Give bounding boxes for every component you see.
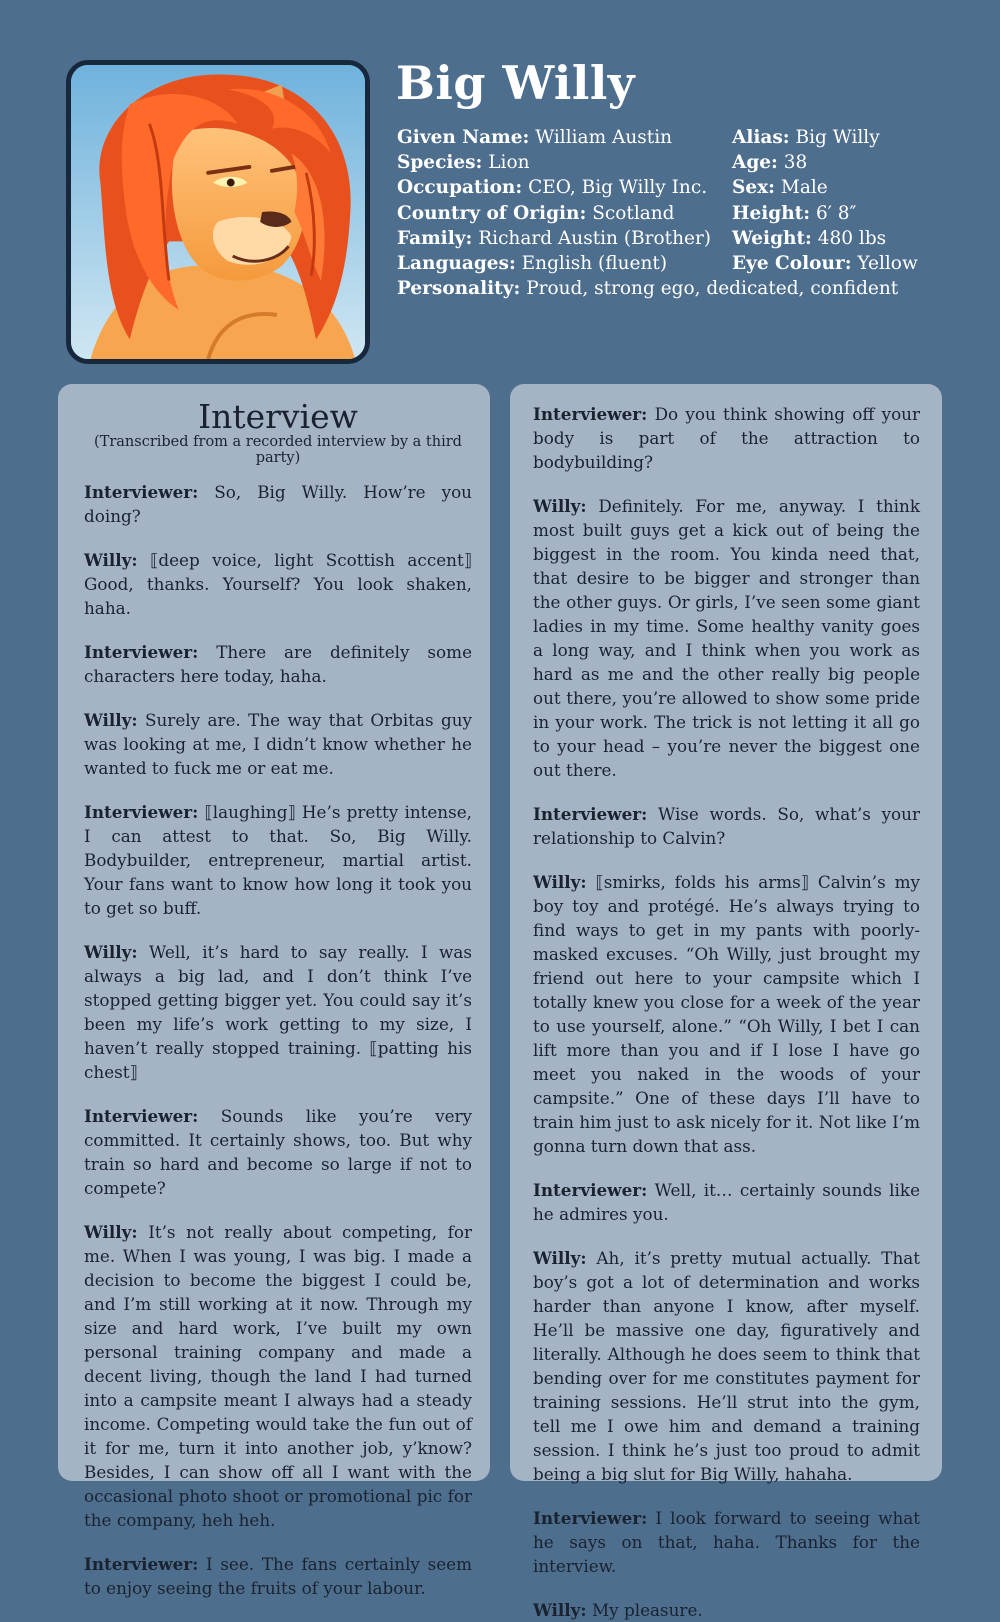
- line-text: I look forward to seeing what he says on that, haha. Thanks for the interview.: [533, 1508, 920, 1576]
- info-value: Lion: [488, 152, 530, 174]
- info-label: Country of Origin:: [397, 202, 587, 224]
- character-info: [397, 125, 957, 301]
- interview-line: [533, 402, 920, 474]
- info-label: Sex:: [732, 177, 775, 199]
- speaker: Willy:: [84, 710, 138, 730]
- speaker: Interviewer:: [84, 1106, 199, 1126]
- character-portrait: [66, 60, 370, 364]
- interview-line: [84, 548, 472, 620]
- interview-line: [84, 708, 472, 780]
- info-value: Scotland: [592, 202, 675, 224]
- interview-line: [84, 1104, 472, 1200]
- speaker: Willy:: [533, 1248, 587, 1268]
- interview-line: [533, 1178, 920, 1226]
- interview-line: [84, 640, 472, 688]
- info-row: [397, 251, 957, 276]
- info-label: Species:: [397, 152, 483, 174]
- info-row: [397, 201, 957, 226]
- line-text: So, Big Willy. How’re you doing?: [84, 482, 472, 526]
- info-value: Male: [780, 177, 828, 199]
- info-label: Alias:: [732, 127, 790, 148]
- line-text: Do you think showing off your body is part of the attraction to bodybuilding?: [533, 404, 920, 472]
- info-value: Richard Austin (Brother): [478, 227, 712, 249]
- line-text: Well, it’s hard to say really. I was always a big lad, and I don’t think I’ve stopped getting bigger yet. You could say it’s been my life’s work getting to my size, I haven’t really stopped training. ⟦patting his chest⟧: [84, 942, 472, 1082]
- info-label: Eye Colour:: [732, 253, 852, 275]
- interview-subtitle: (Transcribed from a recorded interview by a third party): [94, 434, 462, 466]
- interview-line: [533, 494, 920, 782]
- info-label: Weight:: [732, 227, 812, 249]
- info-value: English (fluent): [521, 253, 668, 275]
- interview-line: [533, 870, 920, 1158]
- info-value: CEO, Big Willy Inc.: [528, 177, 708, 199]
- speaker: Interviewer:: [533, 1180, 648, 1200]
- info-label: Personality:: [397, 278, 521, 300]
- info-value: William Austin: [535, 127, 673, 148]
- interview-line: [533, 1506, 920, 1578]
- info-value: 38: [783, 152, 808, 174]
- info-value: 6′ 8″: [815, 202, 857, 224]
- info-row: [397, 175, 957, 200]
- info-label: Given Name:: [397, 127, 530, 148]
- interview-line: [84, 800, 472, 920]
- interview-line: [84, 480, 472, 528]
- speaker: Interviewer:: [533, 1508, 648, 1528]
- line-text: Well, it… certainly sounds like he admires you.: [533, 1180, 920, 1224]
- info-value: Proud, strong ego, dedicated, confident: [526, 278, 899, 300]
- interview-line: [84, 940, 472, 1084]
- line-text: Definitely. For me, anyway. I think most built guys get a kick out of being the biggest in the room. You kinda need that, that desire to be bigger and stronger than the other guys. Or girls, I’ve seen some giant ladies in my time. Some healthy vanity goes a long way, and I think when you work as hard as me and the other really big people out there, you’re allowed to show some pride in your work. The trick is not letting it all go to your head – you’re never the biggest one out there.: [533, 496, 920, 780]
- speaker: Interviewer:: [84, 802, 199, 822]
- line-text: Wise words. So, what’s your relationship to Calvin?: [533, 804, 920, 848]
- character-name: Big Willy: [396, 56, 636, 110]
- info-row-personality: [397, 276, 957, 301]
- speaker: Willy:: [84, 942, 138, 962]
- interview-line: [84, 1552, 472, 1600]
- speaker: Willy:: [533, 1600, 587, 1620]
- interview-panel-left: [58, 384, 490, 1598]
- line-text: My pleasure.: [591, 1600, 703, 1620]
- speaker: Interviewer:: [84, 1554, 199, 1574]
- interview-title: Interview: [198, 397, 358, 436]
- lion-portrait-icon: [71, 65, 365, 359]
- speaker: Interviewer:: [533, 404, 648, 424]
- info-value: Yellow: [857, 253, 918, 275]
- info-label: Height:: [732, 202, 811, 224]
- speaker: Interviewer:: [84, 482, 199, 502]
- info-row: [397, 226, 957, 251]
- line-text: Ah, it’s pretty mutual actually. That boy’s got a lot of determination and works harder than anyone I know, after myself. He’ll be massive one day, figuratively and literally. Although he does seem to think that bending over for me constitutes payment for training sessions. He’ll strut into the gym, tell me I owe him and demand a training session. I think he’s just too proud to admit being a big slut for Big Willy, hahaha.: [533, 1248, 920, 1484]
- line-text: Surely are. The way that Orbitas guy was looking at me, I didn’t know whether he wanted to fuck me or eat me.: [84, 710, 472, 778]
- line-text: I see. The fans certainly seem to enjoy seeing the fruits of your labour.: [84, 1554, 472, 1598]
- speaker: Willy:: [84, 550, 138, 570]
- speaker: Willy:: [533, 496, 587, 516]
- interview-line: [533, 802, 920, 850]
- info-label: Occupation:: [397, 177, 523, 199]
- info-row: [397, 150, 957, 175]
- speaker: Interviewer:: [533, 804, 648, 824]
- line-text: ⟦laughing⟧ He’s pretty intense, I can attest to that. So, Big Willy. Bodybuilder, entrepreneur, martial artist. Your fans want to know how long it took you to get so buff.: [84, 802, 472, 918]
- info-row: [397, 125, 957, 150]
- interview-panel-right: [510, 384, 942, 1620]
- info-value: Big Willy: [795, 127, 880, 148]
- line-text: It’s not really about competing, for me. When I was young, I was big. I made a decision to become the biggest I could be, and I’m still working at it now. Through my size and hard work, I’ve built my own personal training company and made a decent living, though the land I had turned into a campsite meant I always had a steady income. Competing would take the fun out of it for me, turn it into another job, y’know? Besides, I can show off all I want with the occasional photo shoot or promotional pic for the company, heh heh.: [84, 1222, 472, 1530]
- info-value: 480 lbs: [817, 227, 887, 249]
- line-text: Sounds like you’re very committed. It certainly shows, too. But why train so hard and become so large if not to compete?: [84, 1106, 473, 1198]
- info-label: Family:: [397, 227, 473, 249]
- line-text: ⟦deep voice, light Scottish accent⟧ Good, thanks. Yourself? You look shaken, haha.: [84, 550, 473, 618]
- speaker: Willy:: [533, 872, 587, 892]
- line-text: ⟦smirks, folds his arms⟧ Calvin’s my boy toy and protégé. He’s always trying to find ways to get in my pants with poorly-masked excuses. “Oh Willy, just brought my friend out here to your campsite which I totally knew you close for a week of the year to use yourself, alone.” “Oh Willy, I bet I can lift more than you and if I lose I have go meet you naked in the woods of your campsite.” One of these days I’ll have to train him just to ask nicely for it. Not like I’m gonna turn down that ass.: [533, 872, 920, 1156]
- info-label: Age:: [732, 152, 778, 174]
- interview-line: [84, 1220, 472, 1532]
- line-text: There are definitely some characters here today, haha.: [84, 642, 472, 686]
- speaker: Willy:: [84, 1222, 138, 1242]
- info-label: Languages:: [397, 253, 516, 275]
- interview-line: [533, 1598, 920, 1622]
- interview-line: [533, 1246, 920, 1486]
- speaker: Interviewer:: [84, 642, 199, 662]
